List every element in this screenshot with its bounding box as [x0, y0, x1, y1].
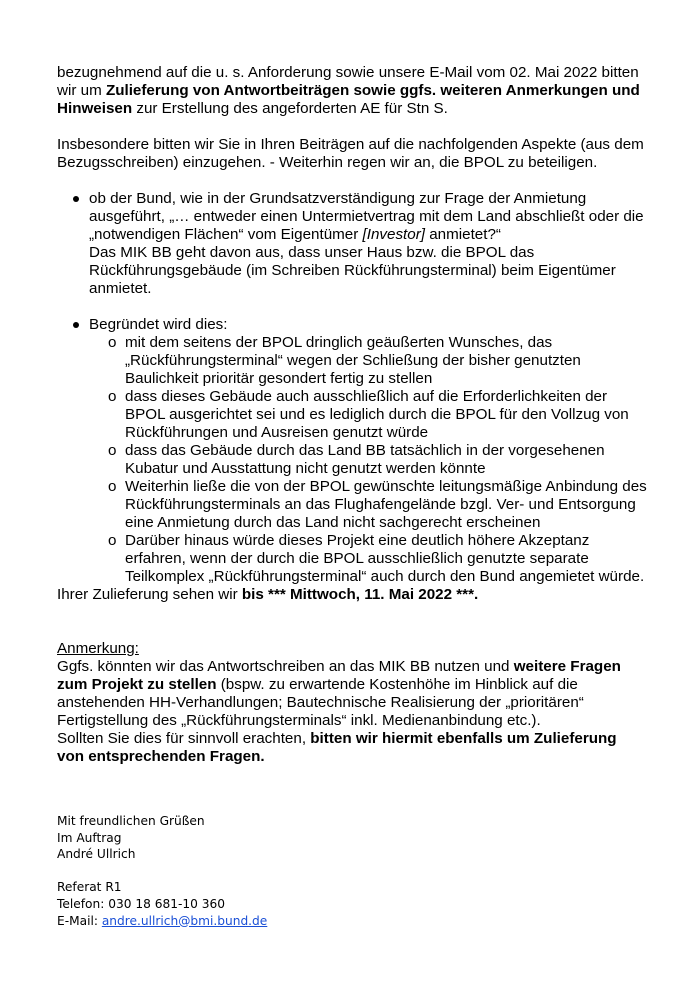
aspects-list — [57, 190, 647, 586]
letter-body — [57, 64, 647, 766]
intro-paragraph: bezugnehmend auf die u. s. Anforderung sowie unsere E-Mail vom 02. Mai 2022 bitten wir um Zulieferung von Antwortbeiträgen sowie ggfs. weiteren Anmerkungen und Hinweisen zur Erstellung des angeforderten AE für Stn S. — [57, 64, 640, 117]
sub-list-item: o dass dieses Gebäude auch ausschließlich auf die Erforderlichkeiten der BPOL ausgerichtet sei und es lediglich durch die BPOL für den Vollzug von Rückführungen und Ausreisen genutzt würde — [108, 388, 629, 441]
remark-text: Ggfs. könnten wir das Antwortschreiben an das MIK BB nutzen und weitere Fragen zum Projekt zu stellen (bspw. zu erwartende Kostenhöhe im Hinblick auf die anstehenden HH-Verhandlungen; Bautechnische Realisierung der „prioritären“ Fertigstellung des „Rückführungsterminals“ inkl. Medienanbindung etc.). Sollten Sie dies für sinnvoll erachten, bitten wir hiermit ebenfalls um Zulieferung von entsprechenden Fragen. — [57, 658, 621, 765]
signer-name: André Ullrich — [57, 847, 136, 862]
email-link[interactable]: andre.ullrich@bmi.bund.de — [101, 913, 268, 928]
list-item — [57, 316, 647, 586]
sub-list-item: o dass das Gebäude durch das Land BB tatsächlich in der vorgesehenen Kubatur und Ausstattung nicht genutzt werden könnte — [108, 442, 605, 477]
sub-list-item: o mit dem seitens der BPOL dringlich geäußerten Wunsches, das „Rückführungsterminal“ wegen der Schließung der bisher genutzten Baulichkeit prioritär gesondert fertig zu stellen — [108, 334, 581, 387]
greeting: Mit freundlichen Grüßen — [57, 814, 205, 828]
circle-bullet-icon: o — [108, 478, 117, 495]
investor-note: [Investor] — [362, 226, 425, 243]
mik-assumption: Das MIK BB geht davon aus, dass unser Haus bzw. die BPOL das Rückführungsgebäude (im Schreiben Rückführungsterminal) beim Eigentümer anmietet. — [89, 244, 616, 297]
phone: Telefon: 030 18 681-10 360 — [57, 896, 226, 911]
reasons-lead: Begründet wird dies: — [89, 316, 228, 333]
reasons-list — [89, 334, 647, 586]
aspects-paragraph: Insbesondere bitten wir Sie in Ihren Beiträgen auf die nachfolgenden Aspekte (aus dem Bezugsschreiben) einzugehen. - Weiterhin regen wir an, die BPOL zu beteiligen. — [57, 136, 644, 171]
deadline-paragraph: Ihrer Zulieferung sehen wir bis *** Mittwoch, 11. Mai 2022 ***. — [57, 586, 479, 603]
bullet-icon — [73, 196, 79, 202]
circle-bullet-icon: o — [108, 532, 117, 549]
circle-bullet-icon: o — [108, 334, 117, 351]
sub-list-item: o Darüber hinaus würde dieses Projekt eine deutlich höhere Akzeptanz erfahren, wenn der durch die BPOL ausschließlich genutzte separate Teilkomplex „Rückführungsterminal“ auch durch den Bund angemietet würde. — [108, 532, 645, 585]
closing — [57, 813, 267, 863]
department: Referat R1 — [57, 880, 122, 895]
sub-list-item: o Weiterhin ließe die von der BPOL gewünschte leitungsmäßige Anbindung des Rückführungsterminals an das Flughafengelände bzgl. Ver- und Entsorgung eine Anmietung durch das Land nicht sachgerecht erscheinen — [108, 478, 647, 531]
remark-heading: Anmerkung: — [57, 640, 139, 657]
contact-info — [57, 879, 267, 929]
bullet-icon — [73, 322, 79, 328]
circle-bullet-icon: o — [108, 442, 117, 459]
list-item: ob der Bund, wie in der Grundsatzverständigung zur Frage der Anmietung ausgeführt, „… entweder einen Untermietvertrag mit dem Land abschließt oder die „notwendigen Flächen“ vom Eigentümer [Investor] anmietet?“ Das MIK BB geht davon aus, dass unser Haus bzw. die BPOL das Rückführungsgebäude (im Schreiben Rückführungsterminal) beim Eigentümer anmietet. — [57, 190, 647, 298]
deadline-date: bis *** Mittwoch, 11. Mai 2022 ***. — [241, 586, 479, 603]
on-behalf: Im Auftrag — [57, 830, 122, 845]
email-line: E-Mail: andre.ullrich@bmi.bund.de — [57, 913, 268, 928]
circle-bullet-icon: o — [108, 388, 117, 405]
request-emphasis: Zulieferung von Antwortbeiträgen sowie ggfs. weiteren Anmerkungen und Hinweisen — [57, 82, 640, 117]
remark-section — [57, 640, 647, 766]
signature-block — [57, 813, 267, 929]
